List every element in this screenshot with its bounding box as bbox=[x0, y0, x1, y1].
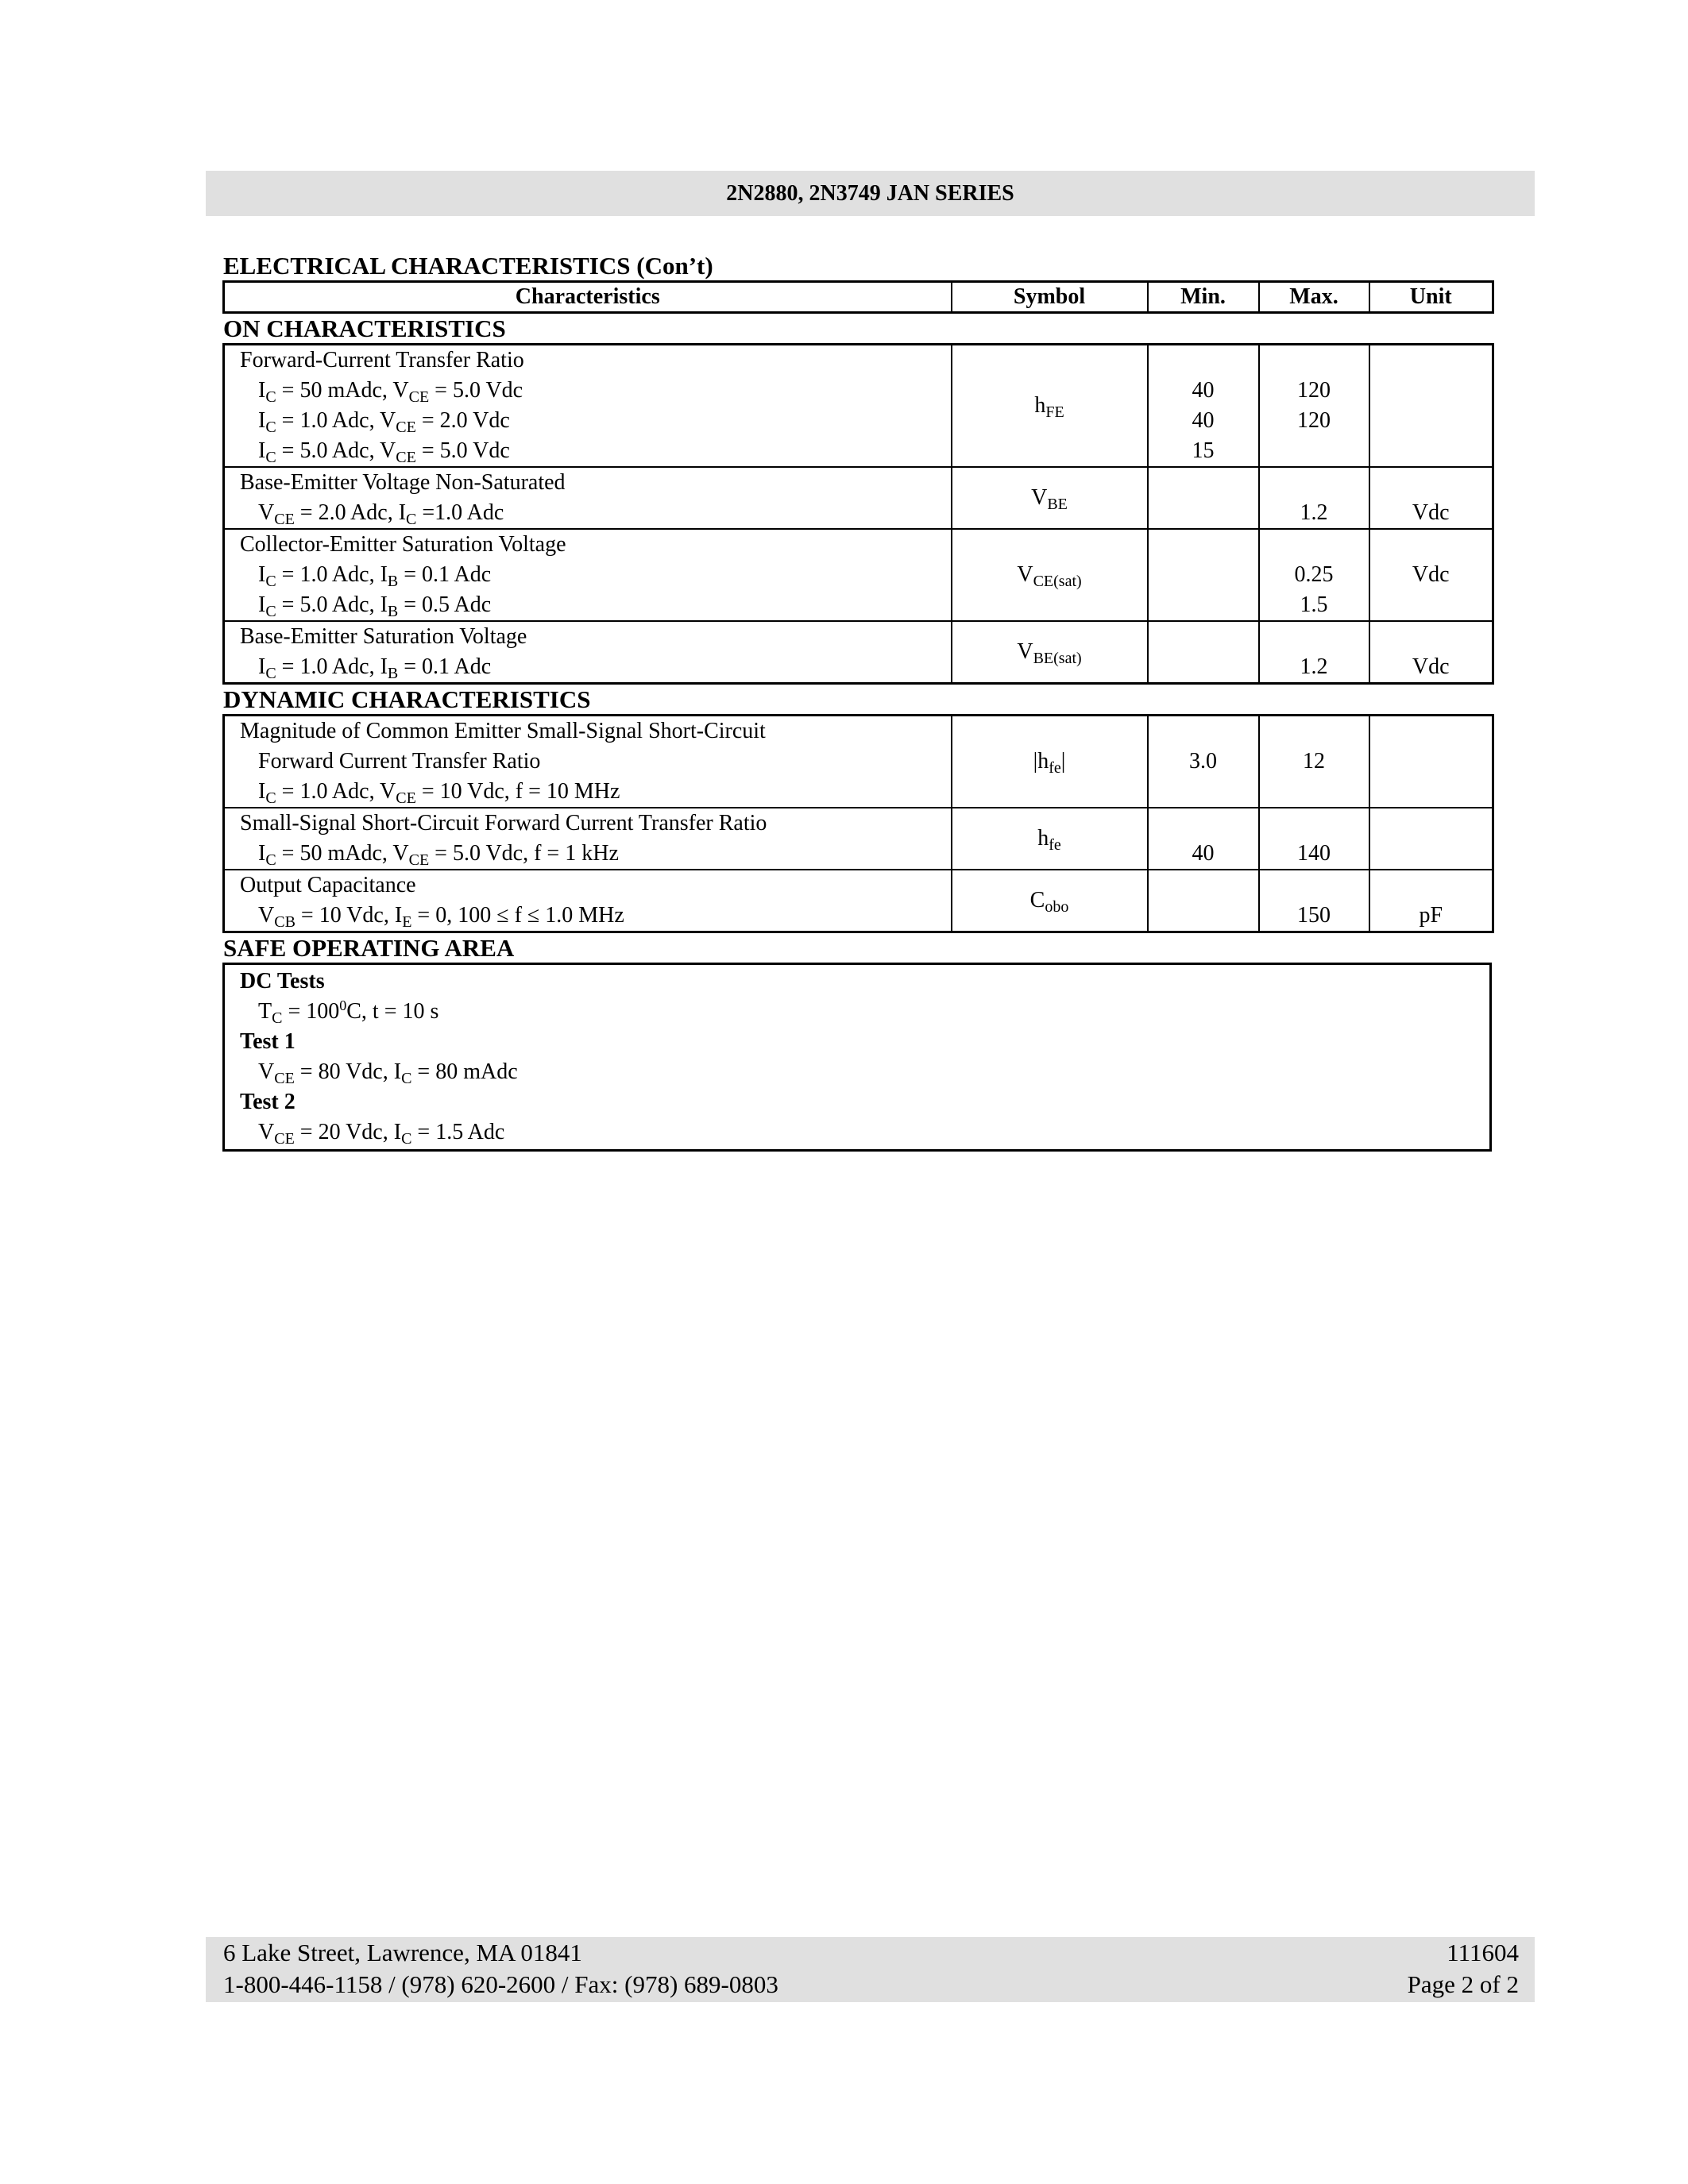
text-segment: V bbox=[258, 1059, 275, 1084]
text-segment: V bbox=[1017, 562, 1033, 587]
subscript: C bbox=[265, 603, 276, 620]
footer-phone: 1-800-446-1158 / (978) 620-2600 / Fax: (978) 689-0803 bbox=[223, 1970, 778, 1998]
characteristic-cell bbox=[224, 345, 952, 468]
line-value bbox=[1260, 716, 1369, 747]
text-segment: = 80 mAdc bbox=[411, 1059, 518, 1084]
text-segment: 40 bbox=[1192, 841, 1215, 866]
line-value bbox=[1260, 376, 1369, 406]
text-segment: = 1.0 Adc, V bbox=[276, 779, 396, 804]
unit-cell bbox=[1369, 716, 1493, 808]
text-segment: = 0.5 Adc bbox=[398, 592, 492, 617]
line-value bbox=[1149, 747, 1258, 777]
line-condition bbox=[240, 997, 1489, 1027]
safe-operating-area-table bbox=[222, 963, 1492, 1152]
text-segment: Vdc bbox=[1412, 654, 1450, 679]
text-segment: Output Capacitance bbox=[240, 873, 416, 897]
line-condition bbox=[240, 406, 951, 436]
line-condition bbox=[240, 498, 951, 528]
subscript: CE bbox=[274, 511, 295, 528]
text-segment: V bbox=[1017, 639, 1033, 664]
characteristic-cell bbox=[224, 529, 952, 621]
subscript: CE bbox=[408, 851, 430, 869]
min-cell bbox=[1148, 529, 1259, 621]
text-segment: 40 bbox=[1192, 378, 1215, 403]
min-cell bbox=[1148, 467, 1259, 529]
text-segment: I bbox=[258, 841, 266, 866]
symbol-cell bbox=[952, 467, 1148, 529]
characteristic-cell bbox=[224, 716, 952, 808]
line-label bbox=[240, 530, 951, 560]
text-segment: = 1.0 Adc, V bbox=[276, 408, 396, 433]
line-value bbox=[1260, 622, 1369, 652]
line-label bbox=[240, 967, 1489, 997]
subscript: fe bbox=[1049, 759, 1061, 777]
table-row bbox=[224, 529, 1493, 621]
text-segment: |h bbox=[1033, 749, 1049, 774]
subscript: C bbox=[265, 449, 276, 466]
text-segment: DC Tests bbox=[240, 969, 325, 994]
text-segment: Base-Emitter Saturation Voltage bbox=[240, 624, 527, 649]
line-condition bbox=[240, 777, 951, 807]
line-value bbox=[1260, 870, 1369, 901]
symbol-cell bbox=[952, 529, 1148, 621]
min-cell bbox=[1148, 870, 1259, 932]
text-segment: = 50 mAdc, V bbox=[276, 378, 409, 403]
text-segment: C, t = 10 s bbox=[346, 999, 439, 1024]
subscript: C bbox=[265, 665, 276, 682]
line-value bbox=[1370, 622, 1493, 652]
line-value bbox=[952, 824, 1147, 854]
line-value bbox=[1260, 901, 1369, 931]
line-value bbox=[1370, 530, 1493, 560]
line-condition bbox=[240, 901, 951, 931]
line-label bbox=[240, 622, 951, 652]
line-value bbox=[952, 483, 1147, 513]
text-segment: I bbox=[258, 562, 266, 587]
text-segment: Forward-Current Transfer Ratio bbox=[240, 348, 524, 372]
section-dynamic-characteristics: DYNAMIC CHARACTERISTICS bbox=[223, 685, 591, 713]
footer-bar bbox=[206, 1937, 1535, 2002]
table-row bbox=[224, 870, 1493, 932]
text-segment: = 2.0 Vdc bbox=[415, 408, 510, 433]
max-cell bbox=[1259, 529, 1369, 621]
subscript: C bbox=[401, 1070, 412, 1087]
characteristic-cell bbox=[224, 467, 952, 529]
line-condition bbox=[240, 839, 951, 869]
text-segment: = 1.0 Adc, I bbox=[276, 562, 388, 587]
subscript: B bbox=[387, 665, 399, 682]
section-safe-operating-area: SAFE OPERATING AREA bbox=[223, 934, 515, 962]
subscript: C bbox=[265, 419, 276, 436]
dynamic-characteristics-table bbox=[222, 714, 1494, 933]
footer-doc-number: 111604 bbox=[1447, 1939, 1519, 1966]
line-value bbox=[1260, 406, 1369, 436]
text-segment: 1.5 bbox=[1300, 592, 1328, 617]
line-label bbox=[240, 716, 951, 747]
text-segment: h bbox=[1034, 393, 1046, 418]
text-segment: Magnitude of Common Emitter Small-Signal Short-Circuit bbox=[240, 719, 766, 743]
subscript: CE bbox=[396, 449, 416, 466]
line-value bbox=[1149, 436, 1258, 466]
text-segment: 1.2 bbox=[1300, 500, 1328, 525]
line-value bbox=[1260, 590, 1369, 620]
line-value bbox=[1370, 652, 1493, 682]
text-segment: Base-Emitter Voltage Non-Saturated bbox=[240, 470, 566, 495]
characteristic-cell bbox=[224, 808, 952, 870]
subscript: B bbox=[387, 603, 399, 620]
text-segment: Small-Signal Short-Circuit Forward Current Transfer Ratio bbox=[240, 811, 767, 835]
subscript: CE bbox=[274, 1130, 295, 1148]
text-segment: = 10 Vdc, I bbox=[295, 903, 403, 928]
text-segment: 120 bbox=[1297, 408, 1331, 433]
document-header-bar bbox=[206, 171, 1535, 216]
line-condition bbox=[240, 436, 951, 466]
line-value bbox=[952, 886, 1147, 916]
max-cell bbox=[1259, 808, 1369, 870]
subscript: C bbox=[406, 511, 417, 528]
text-segment: = 100 bbox=[282, 999, 340, 1024]
subscript: CE bbox=[408, 388, 430, 406]
line-value bbox=[1370, 870, 1493, 901]
line-label bbox=[240, 468, 951, 498]
line-value bbox=[1260, 345, 1369, 376]
table-row bbox=[224, 467, 1493, 529]
text-segment: Vdc bbox=[1412, 562, 1450, 587]
line-value bbox=[952, 391, 1147, 421]
text-segment: = 20 Vdc, I bbox=[294, 1120, 402, 1144]
line-condition bbox=[240, 1117, 1489, 1148]
line-value bbox=[1149, 376, 1258, 406]
text-segment: h bbox=[1037, 826, 1049, 851]
max-cell bbox=[1259, 621, 1369, 684]
text-segment: = 5.0 Adc, V bbox=[276, 438, 396, 463]
line-value bbox=[1149, 345, 1258, 376]
subscript: C bbox=[272, 1009, 283, 1027]
min-cell bbox=[1148, 345, 1259, 468]
subscript: CE bbox=[396, 419, 416, 436]
on-characteristics-table bbox=[222, 343, 1494, 685]
text-segment: V bbox=[258, 903, 275, 928]
line-value bbox=[1260, 498, 1369, 528]
characteristic-cell bbox=[224, 870, 952, 932]
text-segment: = 2.0 Adc, I bbox=[294, 500, 407, 525]
text-segment: I bbox=[258, 378, 266, 403]
col-min: Min. bbox=[1148, 282, 1259, 313]
footer-address: 6 Lake Street, Lawrence, MA 01841 bbox=[223, 1939, 582, 1966]
col-symbol: Symbol bbox=[952, 282, 1148, 313]
footer-page-number: Page 2 of 2 bbox=[1407, 1970, 1519, 1998]
symbol-cell bbox=[952, 716, 1148, 808]
line-condition bbox=[240, 747, 951, 777]
section-on-characteristics: ON CHARACTERISTICS bbox=[223, 314, 506, 342]
text-segment: = 5.0 Adc, I bbox=[276, 592, 388, 617]
line-label bbox=[240, 345, 951, 376]
line-condition bbox=[240, 652, 951, 682]
text-segment: Forward Current Transfer Ratio bbox=[258, 749, 541, 774]
text-segment: Vdc bbox=[1412, 500, 1450, 525]
line-value bbox=[1149, 716, 1258, 747]
subscript: C bbox=[265, 789, 276, 807]
text-segment: I bbox=[258, 779, 266, 804]
document-title: 2N2880, 2N3749 JAN SERIES bbox=[726, 180, 1014, 206]
line-value bbox=[1260, 530, 1369, 560]
line-label bbox=[240, 1027, 1489, 1057]
text-segment: = 5.0 Vdc, f = 1 kHz bbox=[429, 841, 619, 866]
subscript: CE bbox=[274, 1070, 295, 1087]
column-header-table bbox=[222, 280, 1494, 314]
text-segment: V bbox=[258, 1120, 275, 1144]
line-label bbox=[240, 808, 951, 839]
line-value bbox=[1149, 406, 1258, 436]
text-segment: | bbox=[1060, 749, 1066, 774]
text-segment: 0.25 bbox=[1294, 562, 1334, 587]
line-value bbox=[1149, 808, 1258, 839]
max-cell bbox=[1259, 345, 1369, 468]
subscript: CE(sat) bbox=[1033, 573, 1082, 590]
line-condition bbox=[240, 560, 951, 590]
text-segment: 3.0 bbox=[1189, 749, 1217, 774]
line-value bbox=[1260, 808, 1369, 839]
line-value bbox=[1260, 468, 1369, 498]
text-segment: 120 bbox=[1297, 378, 1331, 403]
subscript: C bbox=[265, 388, 276, 406]
line-label bbox=[240, 870, 951, 901]
table-row bbox=[224, 345, 1493, 468]
text-segment: = 5.0 Vdc bbox=[415, 438, 510, 463]
text-segment: = 50 mAdc, V bbox=[276, 841, 409, 866]
text-segment: = 1.5 Adc bbox=[411, 1120, 505, 1144]
text-segment: 150 bbox=[1297, 903, 1331, 928]
max-cell bbox=[1259, 870, 1369, 932]
text-segment: 40 bbox=[1192, 408, 1215, 433]
line-value bbox=[1260, 747, 1369, 777]
text-segment: = 0.1 Adc bbox=[398, 654, 492, 679]
table-row bbox=[224, 621, 1493, 684]
min-cell bbox=[1148, 716, 1259, 808]
line-value bbox=[952, 747, 1147, 777]
line-value bbox=[1370, 498, 1493, 528]
line-value bbox=[1370, 560, 1493, 590]
text-segment: V bbox=[258, 500, 275, 525]
text-segment: 15 bbox=[1192, 438, 1215, 463]
text-segment: = 10 Vdc, f = 10 MHz bbox=[415, 779, 620, 804]
symbol-cell bbox=[952, 621, 1148, 684]
subscript: C bbox=[401, 1130, 412, 1148]
max-cell bbox=[1259, 467, 1369, 529]
line-value bbox=[1370, 901, 1493, 931]
subscript: FE bbox=[1045, 403, 1064, 421]
line-value bbox=[1260, 839, 1369, 869]
subscript: BE bbox=[1047, 496, 1068, 513]
text-segment: T bbox=[258, 999, 272, 1024]
document-body bbox=[222, 251, 1492, 1152]
text-segment: Test 2 bbox=[240, 1090, 295, 1114]
line-label bbox=[240, 1087, 1489, 1117]
min-cell bbox=[1148, 621, 1259, 684]
safe-operating-area-cell bbox=[224, 964, 1491, 1151]
section-title-electrical: ELECTRICAL CHARACTERISTICS (Con’t) bbox=[223, 252, 713, 280]
text-segment: I bbox=[258, 654, 266, 679]
text-segment: 1.2 bbox=[1300, 654, 1328, 679]
text-segment: = 0, 100 ≤ f ≤ 1.0 MHz bbox=[411, 903, 624, 928]
text-segment: I bbox=[258, 438, 266, 463]
text-segment: = 80 Vdc, I bbox=[294, 1059, 402, 1084]
symbol-cell bbox=[952, 808, 1148, 870]
text-segment: I bbox=[258, 592, 266, 617]
table-row bbox=[224, 716, 1493, 808]
subscript: fe bbox=[1049, 836, 1061, 854]
text-segment: = 5.0 Vdc bbox=[429, 378, 523, 403]
subscript: BE(sat) bbox=[1033, 650, 1082, 667]
line-value bbox=[952, 637, 1147, 667]
unit-cell bbox=[1369, 345, 1493, 468]
line-value bbox=[1370, 468, 1493, 498]
line-value bbox=[1149, 839, 1258, 869]
symbol-cell bbox=[952, 345, 1148, 468]
subscript: CE bbox=[396, 789, 416, 807]
subscript: CB bbox=[274, 913, 295, 931]
line-condition bbox=[240, 376, 951, 406]
subscript: E bbox=[402, 913, 412, 931]
subscript: B bbox=[387, 573, 399, 590]
unit-cell bbox=[1369, 621, 1493, 684]
line-value bbox=[1260, 560, 1369, 590]
col-max: Max. bbox=[1259, 282, 1369, 313]
min-cell bbox=[1148, 808, 1259, 870]
table-row bbox=[224, 808, 1493, 870]
text-segment: pF bbox=[1419, 903, 1443, 928]
unit-cell bbox=[1369, 529, 1493, 621]
text-segment: Test 1 bbox=[240, 1029, 295, 1054]
col-characteristics: Characteristics bbox=[224, 282, 952, 313]
text-segment: =1.0 Adc bbox=[416, 500, 504, 525]
line-value bbox=[952, 560, 1147, 590]
superscript: 0 bbox=[339, 997, 347, 1013]
unit-cell bbox=[1369, 808, 1493, 870]
characteristic-cell bbox=[224, 621, 952, 684]
subscript: obo bbox=[1045, 898, 1069, 916]
line-condition bbox=[240, 590, 951, 620]
symbol-cell bbox=[952, 870, 1148, 932]
max-cell bbox=[1259, 716, 1369, 808]
text-segment: C bbox=[1029, 888, 1045, 913]
text-segment: = 1.0 Adc, I bbox=[276, 654, 388, 679]
text-segment: = 0.1 Adc bbox=[398, 562, 492, 587]
text-segment: I bbox=[258, 408, 266, 433]
line-condition bbox=[240, 1057, 1489, 1087]
unit-cell bbox=[1369, 870, 1493, 932]
subscript: C bbox=[265, 851, 276, 869]
text-segment: Collector-Emitter Saturation Voltage bbox=[240, 532, 566, 557]
text-segment: V bbox=[1031, 485, 1048, 510]
subscript: C bbox=[265, 573, 276, 590]
unit-cell bbox=[1369, 467, 1493, 529]
col-unit: Unit bbox=[1369, 282, 1493, 313]
text-segment: 140 bbox=[1297, 841, 1331, 866]
line-value bbox=[1260, 652, 1369, 682]
text-segment: 12 bbox=[1303, 749, 1325, 774]
